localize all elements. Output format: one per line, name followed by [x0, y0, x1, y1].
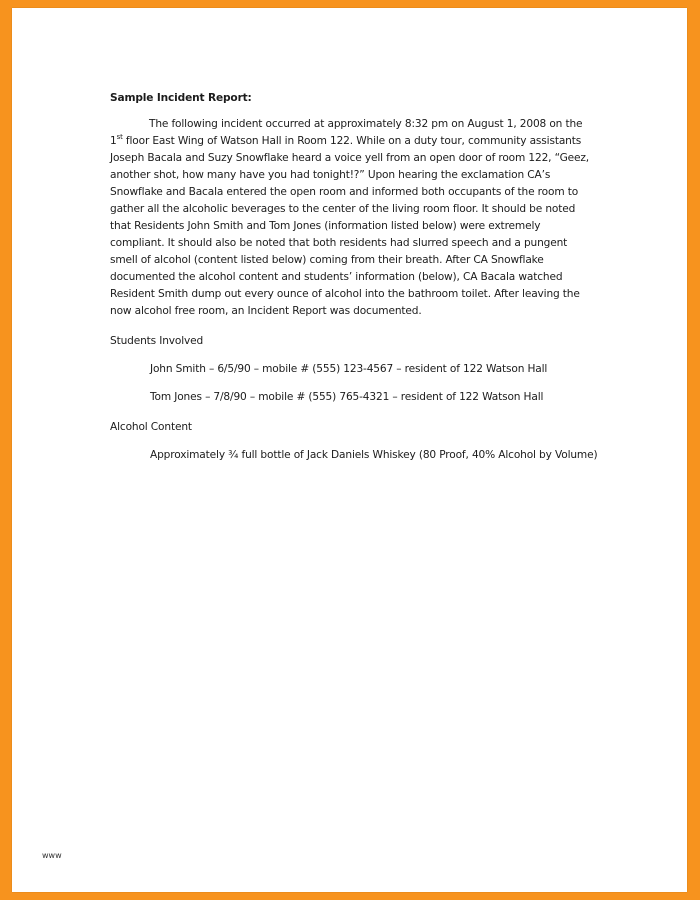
- incident-text-part1: The following incident occurred at approximately 8:32 pm on August 1, 2008 on the 1: [110, 118, 583, 147]
- student-entry: John Smith – 6/5/90 – mobile # (555) 123-4567 – resident of 122 Watson Hall: [150, 363, 548, 375]
- students-heading: Students Involved: [110, 335, 204, 347]
- report-title: Sample Incident Report:: [110, 92, 252, 104]
- report-body: [110, 90, 598, 475]
- alcohol-heading: Alcohol Content: [110, 421, 192, 433]
- incident-text-part2: floor East Wing of Watson Hall in Room 122. While on a duty tour, community assistants Joseph Bacala and Suzy Snowflake heard a voice yell from an open door of room 122, “Geez, another shot, how many have you had tonight!?” Upon hearing the exclamation CA’s Snowflake and Bacala entered the open room and informed both occupants of the room to gather all the alcoholic beverages to the center of the living room floor. It should be noted that Residents John Smith and Tom Jones (information listed below) were extremely compliant. It should also be noted that both residents had slurred speech and a pungent smell of alcohol (content listed below) coming from their breath. After CA Snowflake documented the alcohol content and students’ information (below), CA Bacala watched Resident Smith dump out every ounce of alcohol into the bathroom toilet. After leaving the now alcohol free room, an Incident Report was documented.: [110, 135, 589, 317]
- incident-paragraph: [110, 116, 590, 320]
- student-entry: Tom Jones – 7/8/90 – mobile # (555) 765-4321 – resident of 122 Watson Hall: [150, 391, 544, 403]
- document-page: [12, 8, 687, 892]
- footer-watermark: www: [42, 851, 62, 860]
- ordinal-superscript: st: [116, 133, 123, 141]
- alcohol-entry: Approximately ¾ full bottle of Jack Daniels Whiskey (80 Proof, 40% Alcohol by Volume): [150, 449, 598, 461]
